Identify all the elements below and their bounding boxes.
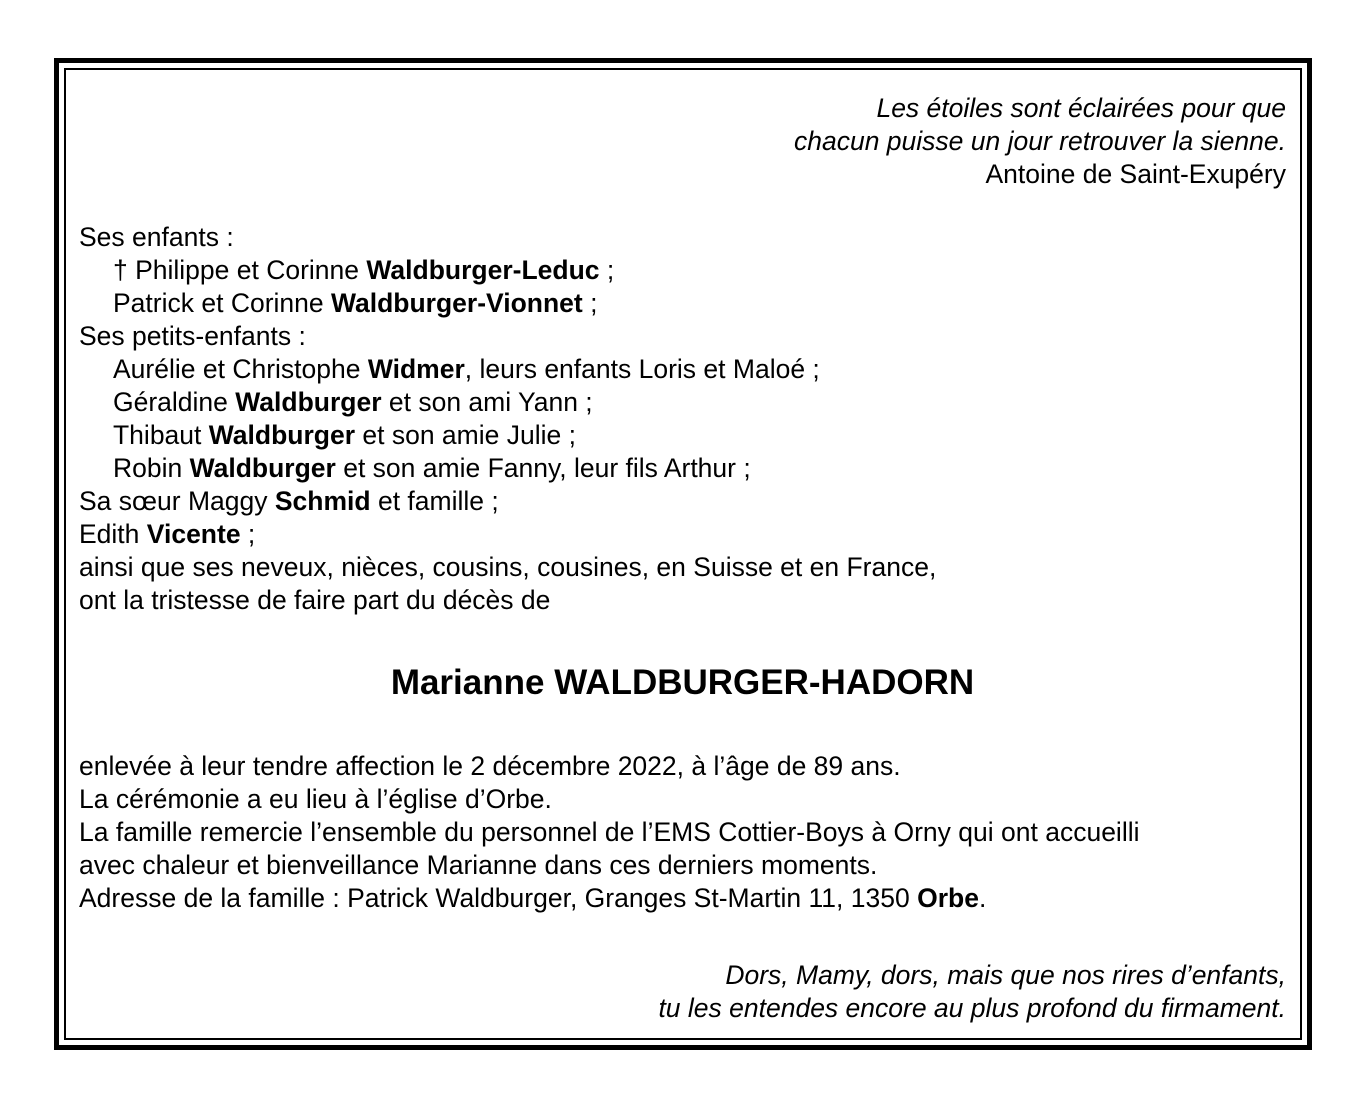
epigraph-author: Antoine de Saint-Exupéry <box>985 159 1286 189</box>
details-line-3: La famille remercie l’ensemble du personnel de l’EMS Cottier-Boys à Orny qui ont accueilli <box>79 817 1140 847</box>
details-line-1: enlevée à leur tendre affection le 2 décembre 2022, à l’âge de 89 ans. <box>79 751 901 781</box>
grandchild-entry-1: Aurélie et Christophe Widmer, leurs enfants Loris et Maloé ; <box>113 354 820 384</box>
closing-line-2: tu les entendes encore au plus profond du firmament. <box>658 993 1286 1023</box>
sister-entry: Sa sœur Maggy Schmid et famille ; <box>79 486 499 516</box>
details-line-4: avec chaleur et bienveillance Marianne dans ces derniers moments. <box>79 850 878 880</box>
grandchildren-heading: Ses petits-enfants : <box>79 321 306 351</box>
children-heading: Ses enfants : <box>79 222 234 252</box>
child-entry-1: † Philippe et Corinne Waldburger-Leduc ; <box>113 255 615 285</box>
deceased-name: Marianne WALDBURGER-HADORN <box>390 663 975 702</box>
grandchild-entry-3: Thibaut Waldburger et son amie Julie ; <box>113 420 576 450</box>
epigraph <box>79 92 1286 191</box>
other-relative-entry: Edith Vicente ; <box>79 519 256 549</box>
grandchild-entry-4: Robin Waldburger et son amie Fanny, leur fils Arthur ; <box>113 453 751 483</box>
family-address: Adresse de la famille : Patrick Waldburger, Granges St-Martin 11, 1350 Orbe. <box>79 883 987 913</box>
epigraph-line-2: chacun puisse un jour retrouver la sienne. <box>793 126 1286 156</box>
details-line-2: La cérémonie a eu lieu à l’église d’Orbe. <box>79 784 552 814</box>
announcement-line: ont la tristesse de faire part du décès de <box>79 585 551 615</box>
grandchild-entry-2: Géraldine Waldburger et son ami Yann ; <box>113 387 593 417</box>
family-list <box>79 221 1286 617</box>
closing-line-1: Dors, Mamy, dors, mais que nos rires d’enfants, <box>725 960 1286 990</box>
epigraph-line-1: Les étoiles sont éclairées pour que <box>876 93 1286 123</box>
relatives-line: ainsi que ses neveux, nièces, cousins, cousines, en Suisse et en France, <box>79 552 937 582</box>
child-entry-2: Patrick et Corinne Waldburger-Vionnet ; <box>113 288 598 318</box>
details <box>79 750 1286 915</box>
closing-quote <box>79 959 1286 1025</box>
